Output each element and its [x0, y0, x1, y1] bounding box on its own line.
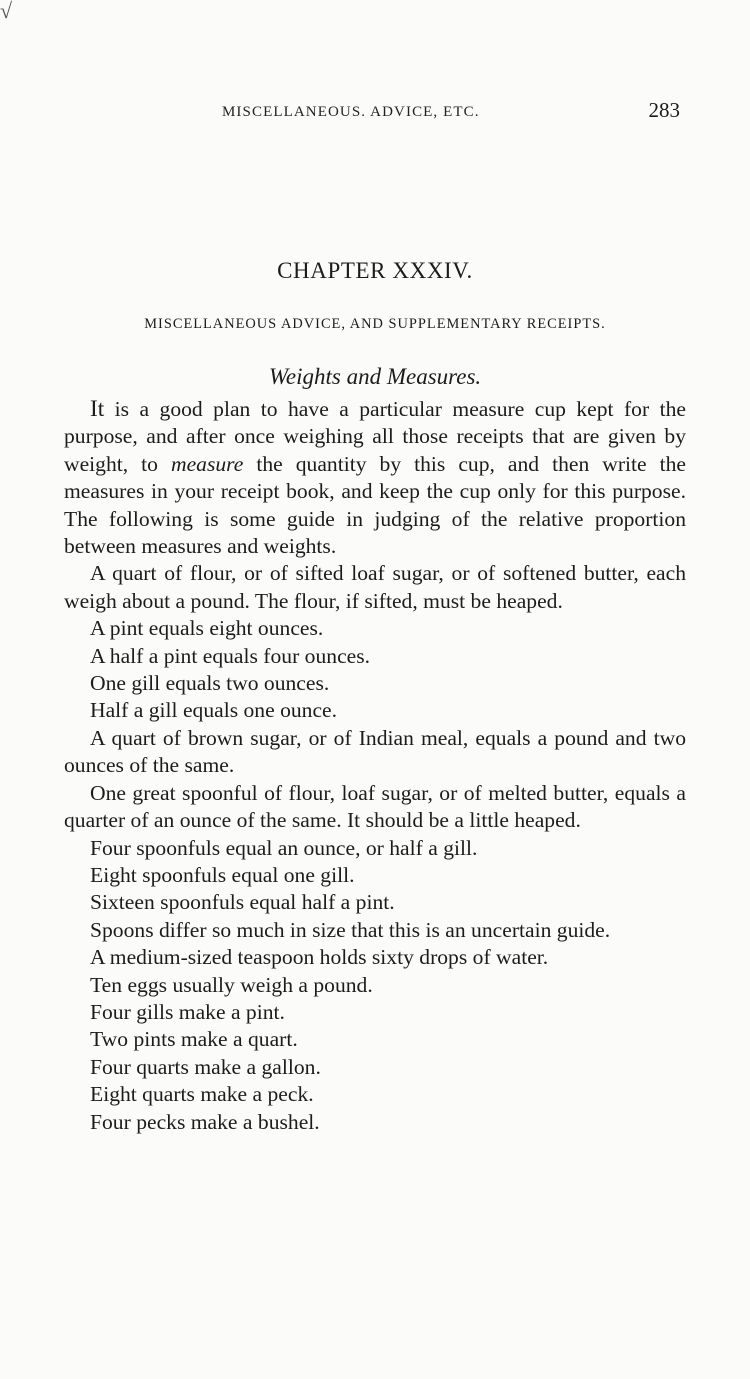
- chapter-title: CHAPTER XXXIV.: [277, 258, 473, 283]
- paragraph: Four spoonfuls equal an ounce, or half a gill.: [90, 835, 478, 860]
- intro-text-2: the quantity by this cup, and then write the measures in your receipt book, and keep the cup only for this purpose. The following is some guide in judging of the relative proportion between measures and weights.: [64, 451, 687, 559]
- paragraph: Four pecks make a bushel.: [90, 1109, 320, 1134]
- paragraph: One great spoonful of flour, loaf sugar, or of melted butter, equals a quarter of an ounce of the same. It should be a little heaped.: [64, 780, 686, 833]
- running-title: MISCELLANEOUS. ADVICE, ETC.: [222, 104, 480, 120]
- paragraph: Spoons differ so much in size that this is an uncertain guide.: [90, 917, 611, 942]
- page-number: 283: [648, 98, 680, 122]
- paragraph: Eight spoonfuls equal one gill.: [90, 862, 355, 887]
- paragraph: Sixteen spoonfuls equal half a pint.: [90, 890, 395, 915]
- paragraph: A half a pint equals four ounces.: [90, 643, 371, 668]
- intro-emphasis: measure: [170, 451, 244, 476]
- paragraph: A quart of brown sugar, or of Indian meal, equals a pound and two ounces of the same.: [64, 725, 686, 778]
- running-head: [64, 98, 686, 128]
- intro-paragraph: [64, 396, 686, 560]
- paragraph: One gill equals two ounces.: [90, 671, 330, 696]
- paragraph: Two pints make a quart.: [90, 1027, 298, 1052]
- paragraph: Eight quarts make a peck.: [90, 1082, 314, 1107]
- paragraph: Ten eggs usually weigh a pound.: [90, 972, 373, 997]
- paragraph: A quart of flour, or of sifted loaf sugar, or of softened butter, each weigh about a pound. The flour, if sifted, must be heaped.: [64, 561, 686, 613]
- paragraph: A pint equals eight ounces.: [90, 616, 324, 641]
- section-heading: Weights and Measures.: [268, 364, 482, 389]
- pencil-mark-icon: √: [0, 0, 13, 23]
- intro-initial: It: [90, 396, 105, 422]
- intro-text-1: is a good plan to have a particular measure cup kept for the purpose, and after once weighing all those receipts that are given by weight, to: [64, 397, 686, 476]
- paragraph: Four quarts make a gallon.: [90, 1054, 321, 1079]
- body-text: [64, 396, 686, 1136]
- chapter-subtitle: MISCELLANEOUS ADVICE, AND SUPPLEMENTARY RECEIPTS.: [144, 316, 606, 332]
- paragraph: Half a gill equals one ounce.: [90, 698, 338, 723]
- paragraph: A medium-sized teaspoon holds sixty drops of water.: [90, 945, 549, 970]
- paragraph: Four gills make a pint.: [90, 999, 285, 1024]
